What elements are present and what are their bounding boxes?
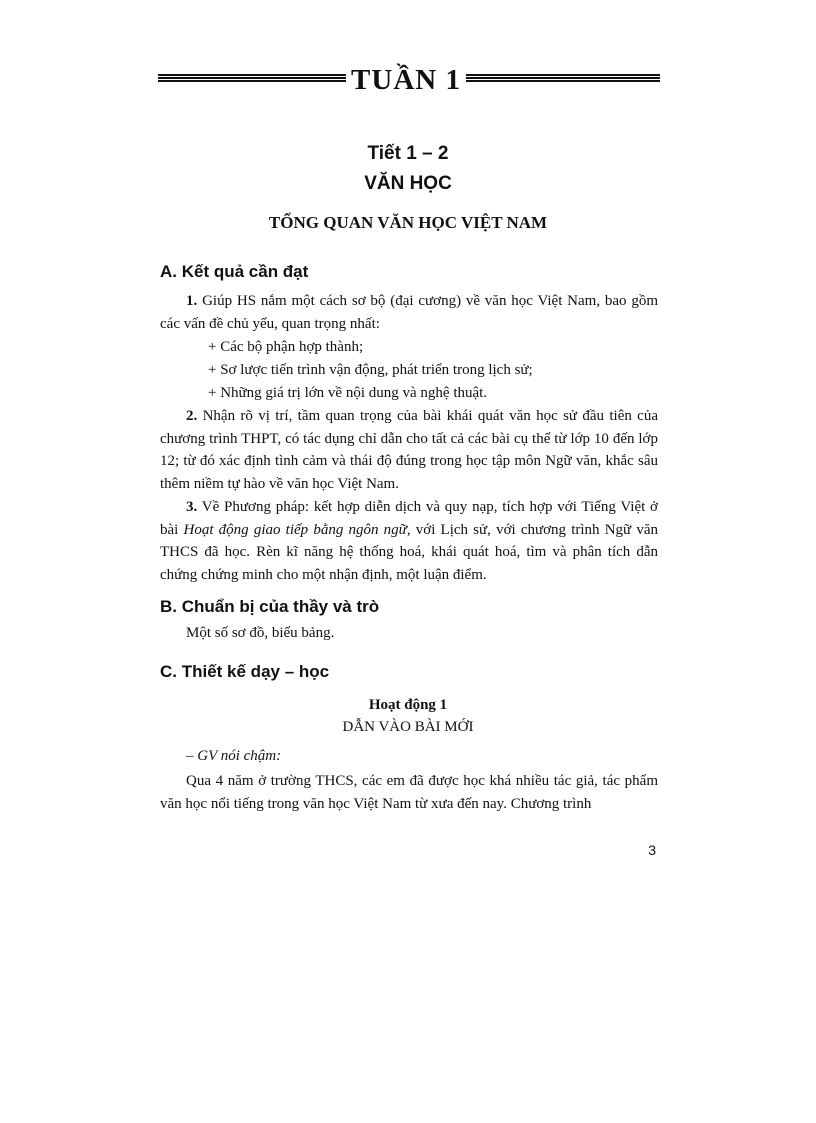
section-a-paragraph-1 [160,290,658,335]
paragraph-text: , với Lịch sử, với chương trình Ngữ văn THCS đã học. Rèn kĩ năng hệ thống hoá, khái quát hoá, tìm và phân tích dẫn chứng chứng minh cho một nhận định, một luận điểm. [160,521,659,583]
section-b-text: Một số sơ đồ, biểu bảng. [186,625,335,641]
paragraph-number: 2. [186,408,198,424]
section-c-paragraph: Qua 4 năm ở trường THCS, các em đã được học khá nhiều tác giả, tác phẩm văn học nổi tiếng trong văn học Việt Nam từ xưa đến nay. Chương trình [160,773,658,812]
banner-rule-right [466,74,660,85]
paragraph-text: Về Phương pháp: kết hợp diễn dịch và quy nạp, tích hợp với Tiếng Việt ở bài [160,499,658,538]
section-a-paragraph-2 [160,405,658,495]
bullet-item: + Các bộ phận hợp thành; [208,339,364,355]
week-title: TUẦN 1 [351,64,461,96]
paragraph-number: 1. [186,293,198,309]
bullet-item: + Những giá trị lớn về nội dung và nghệ thuật. [208,385,488,401]
paragraph-text: Giúp HS nắm một cách sơ bộ (đại cương) về văn học Việt Nam, bao gồm các vấn đề chủ yếu, quan trọng nhất: [160,293,659,332]
teacher-note: – GV nói chậm: [186,748,282,764]
lesson-subject: VĂN HỌC [364,173,452,194]
week-banner [158,62,660,98]
paragraph-number: 3. [186,499,198,515]
activity-title: Hoạt động 1 [368,697,448,713]
section-c-heading: C. Thiết kế dạy – học [160,662,330,681]
activity-subtitle: DẪN VÀO BÀI MỚI [342,719,474,735]
lesson-number: Tiết 1 – 2 [367,143,449,164]
banner-rule-left [158,74,346,85]
page-number: 3 [648,842,656,858]
section-a-heading: A. Kết quả cần đạt [160,262,309,281]
paragraph-text: Nhận rõ vị trí, tầm quan trọng của bài khái quát văn học sử đầu tiên của chương trình THPT, có tác dụng chỉ dẫn cho tất cả các bài cụ thể từ lớp 10 đến lớp 12; từ đó xác định tình cảm và thái độ đúng trong học tập môn Ngữ văn, khắc sâu thêm niềm tự hào về văn học Việt Nam. [160,408,659,492]
section-a-paragraph-3 [160,496,658,586]
lesson-topic: TỔNG QUAN VĂN HỌC VIỆT NAM [268,213,548,232]
bullet-item: + Sơ lược tiến trình vận động, phát triển trong lịch sử; [208,362,533,378]
paragraph-italic-text: Hoạt động giao tiếp bằng ngôn ngữ [183,521,407,538]
section-b-heading: B. Chuẩn bị của thầy và trò [160,597,380,616]
